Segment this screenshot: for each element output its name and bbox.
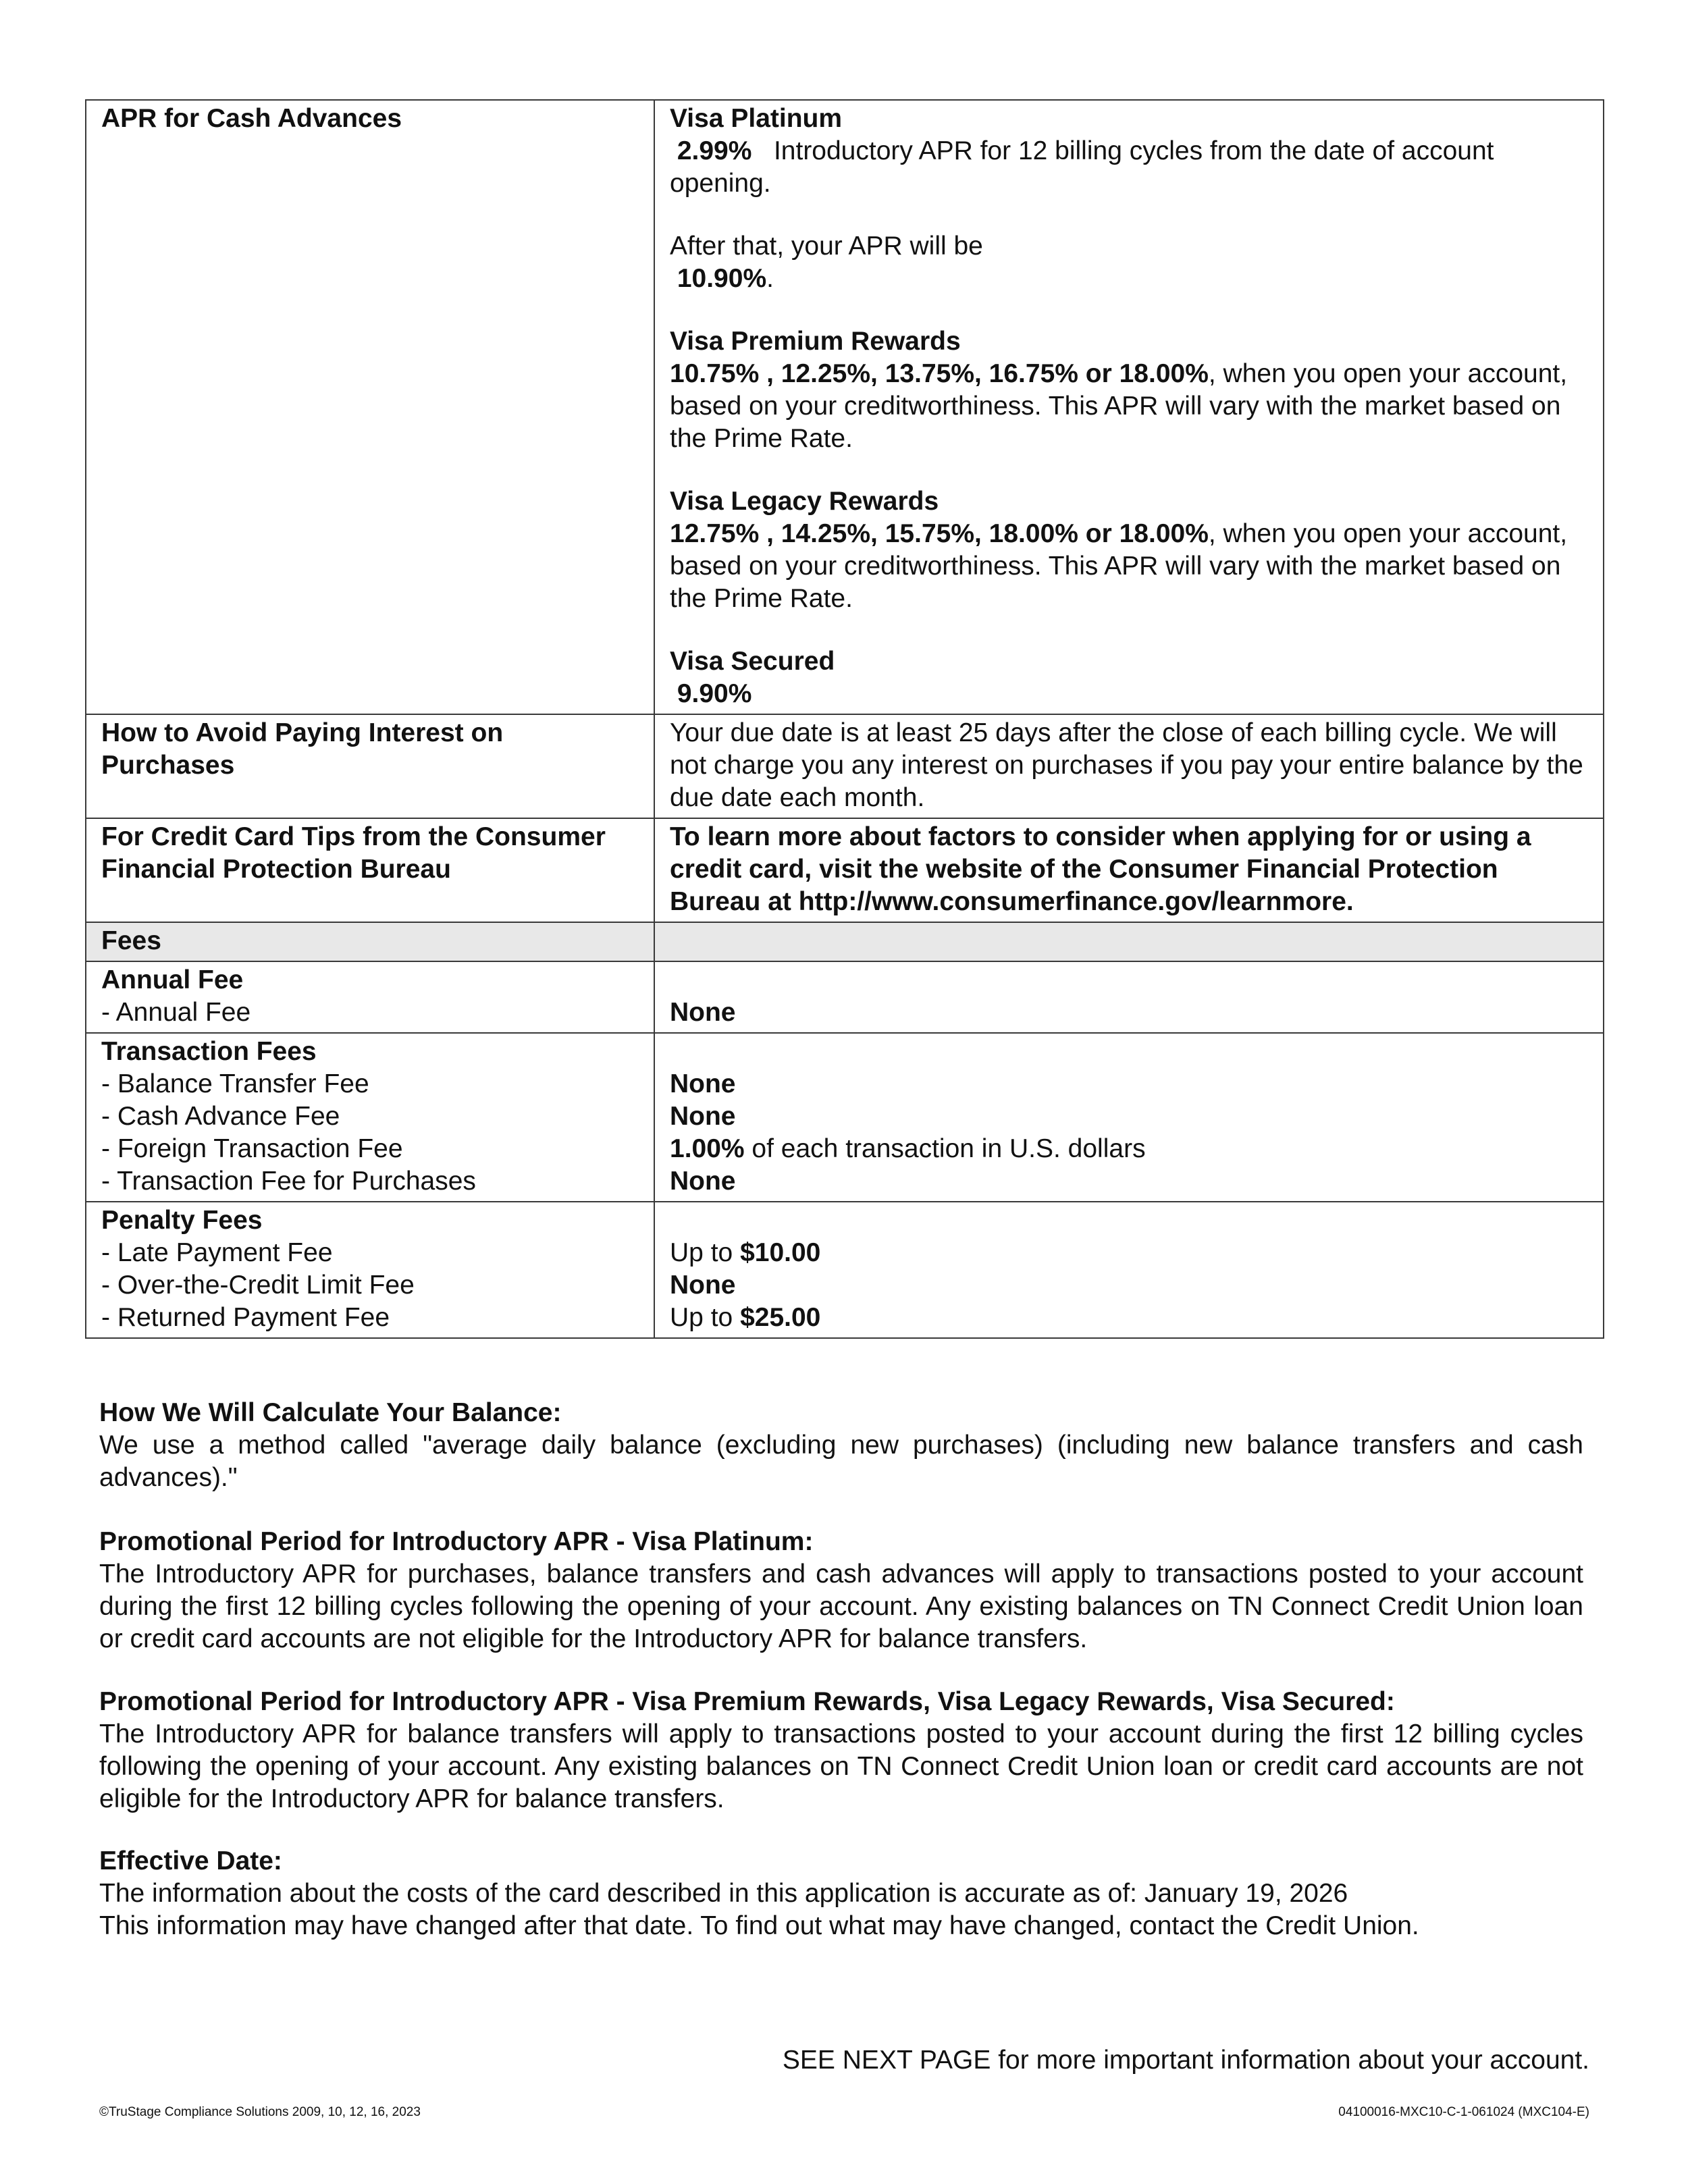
penalty-fee-values [654,1202,1604,1338]
annual-fee-heading: Annual Fee [101,965,244,994]
section-promo-platinum [99,1526,1583,1655]
secured-rate-line [670,678,1591,710]
returned-payment-fee-value: $25.00 [740,1303,821,1332]
row-transaction-fees [86,1033,1604,1202]
legacy-text [670,518,1591,615]
see-next-page: SEE NEXT PAGE for more important information about your account. [782,2046,1589,2075]
platinum-intro [670,135,1591,200]
secured-name: Visa Secured [670,647,835,676]
row-avoid-interest [86,714,1604,818]
late-payment-fee-prefix: Up to [670,1238,741,1267]
secured-rate: 9.90% [677,679,752,708]
platinum-desc: Introductory APR for 12 billing cycles from the date of account opening. [670,136,1494,198]
row-cfpb [86,818,1604,922]
late-payment-fee-line [670,1237,1591,1269]
row-fees-header [86,922,1604,961]
row-apr-cash-advances [86,100,1604,714]
over-limit-fee-label: - Over-the-Credit Limit Fee [101,1271,415,1300]
cash-advance-fee-value: None [670,1102,736,1131]
over-limit-fee-value: None [670,1271,736,1300]
purchase-fee-label: - Transaction Fee for Purchases [101,1167,476,1196]
fees-header-empty [654,922,1604,961]
legacy-name: Visa Legacy Rewards [670,487,939,516]
avoid-interest-label: How to Avoid Paying Interest on Purchases [86,714,654,818]
apr-cash-content [654,100,1604,714]
foreign-transaction-fee-value-line [670,1133,1591,1165]
returned-payment-fee-line [670,1302,1591,1334]
annual-fee-values [654,961,1604,1033]
foreign-transaction-fee-label: - Foreign Transaction Fee [101,1134,403,1163]
row-penalty-fees [86,1202,1604,1338]
balance-text: We use a method called "average daily balance (excluding new purchases) (including new balance transfers and cash advances)." [99,1431,1583,1492]
promo-platinum-text: The Introductory APR for purchases, balance transfers and cash advances will apply to transactions posted to your account during the first 12 billing cycles following the opening of your account. Any existing balances on TN Connect Credit Union loan or credit card accounts are not eligible for the Introductory APR for balance transfers. [99,1560,1583,1653]
transaction-fee-values [654,1033,1604,1202]
foreign-transaction-fee-value: 1.00% [670,1134,745,1163]
section-effective-date [99,1845,1583,1942]
platinum-after-text: After that, your APR will be [670,232,983,261]
penalty-fees-heading: Penalty Fees [101,1206,263,1235]
platinum-name: Visa Platinum [670,104,843,133]
purchase-fee-value: None [670,1167,736,1196]
platinum-after [670,263,1591,295]
avoid-interest-text: Your due date is at least 25 days after the close of each billing cycle. We will not charge you any interest on purchases if you pay your entire balance by the due date each month. [654,714,1604,818]
returned-payment-fee-label: - Returned Payment Fee [101,1303,390,1332]
promo-platinum-heading: Promotional Period for Introductory APR - Visa Platinum: [99,1527,814,1556]
fees-header: Fees [86,922,654,961]
balance-heading: How We Will Calculate Your Balance: [99,1398,562,1427]
balance-transfer-fee-value: None [670,1069,736,1098]
legacy-rates: 12.75% , 14.25%, 15.75%, 18.00% or 18.00% [670,519,1209,548]
returned-payment-fee-prefix: Up to [670,1303,741,1332]
effective-line-1: The information about the costs of the card described in this application is accurate as of: January 19, 2026 [99,1879,1348,1908]
platinum-rate: 2.99% [677,136,752,165]
cfpb-label: For Credit Card Tips from the Consumer Financial Protection Bureau [86,818,654,922]
promo-others-text: The Introductory APR for balance transfers will apply to transactions posted to your account during the first 12 billing cycles following the opening of your account. Any existing balances on TN Connect Credit Union loan or credit card accounts are not eligible for the Introductory APR for balance transfers. [99,1720,1583,1813]
effective-line-2: This information may have changed after that date. To find out what may have changed, contact the Credit Union. [99,1911,1419,1940]
apr-cash-label: APR for Cash Advances [86,100,654,714]
platinum-after-end: . [766,264,774,293]
annual-fee-labels [86,961,654,1033]
penalty-fee-labels [86,1202,654,1338]
annual-fee-label: - Annual Fee [101,998,251,1027]
premium-text [670,358,1591,455]
cfpb-text: To learn more about factors to consider when applying for or using a credit card, visit the website of the Consumer Financial Protection Bureau at http://www.consumerfinance.gov/learnmore. [654,818,1604,922]
form-code: 04100016-MXC10-C-1-061024 (MXC104-E) [1338,2105,1589,2119]
legacy-desc: , when you open your account, based on your creditworthiness. This APR will vary with the market based on the Prime Rate. [670,519,1568,613]
premium-name: Visa Premium Rewards [670,327,961,356]
annual-fee-value: None [670,998,736,1027]
cash-advance-fee-label: - Cash Advance Fee [101,1102,340,1131]
row-annual-fee [86,961,1604,1033]
section-calculate-balance [99,1397,1583,1494]
balance-transfer-fee-label: - Balance Transfer Fee [101,1069,369,1098]
copyright: ©TruStage Compliance Solutions 2009, 10, 12, 16, 2023 [99,2105,421,2119]
premium-desc: , when you open your account, based on your creditworthiness. This APR will vary with the market based on the Prime Rate. [670,359,1568,453]
transaction-fee-labels [86,1033,654,1202]
premium-rates: 10.75% , 12.25%, 13.75%, 16.75% or 18.00% [670,359,1209,388]
late-payment-fee-label: - Late Payment Fee [101,1238,333,1267]
section-promo-others [99,1686,1583,1815]
promo-others-heading: Promotional Period for Introductory APR - Visa Premium Rewards, Visa Legacy Rewards, Visa Secured: [99,1687,1395,1716]
effective-heading: Effective Date: [99,1846,282,1875]
disclosure-table [85,99,1604,1339]
platinum-after-rate: 10.90% [677,264,767,293]
transaction-fees-heading: Transaction Fees [101,1037,317,1066]
foreign-transaction-fee-suffix: of each transaction in U.S. dollars [744,1134,1146,1163]
late-payment-fee-value: $10.00 [740,1238,821,1267]
